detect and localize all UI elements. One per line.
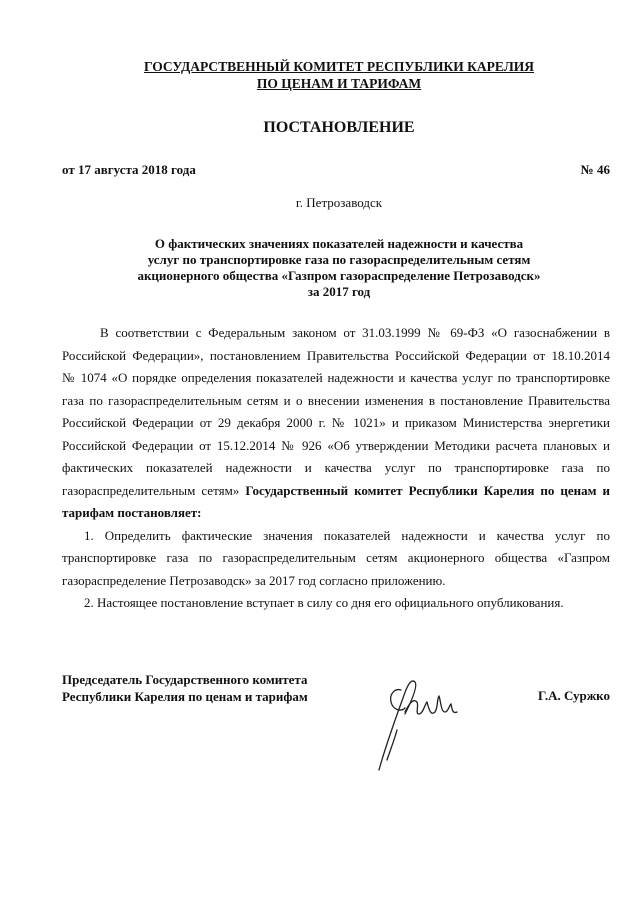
body-line: Российской Федерации от 29 декабря 2000 г. № 1021» и приказом Министерства энергетики [62,415,610,430]
signatory-name: Г.А. Суржко [538,688,610,703]
item-1-line: транспортировке газа по газораспределительным сетям акционерного общества «Газпром [62,550,610,565]
body-line: газа по газораспределительным сетям и о внесении изменения в постановление Правительства [62,392,610,408]
document-number: № 46 [580,162,610,177]
body-line: Российской Федерации от 15.12.2014 № 926 «Об утверждении Методики расчета плановых и [62,437,610,453]
document-type: ПОСТАНОВЛЕНИЕ [263,119,415,136]
body-bold-text: Государственный комитет Республики Карелия по ценам и [245,482,610,498]
subject-line: акционерного общества «Газпром газораспределение Петрозаводск» [137,268,541,283]
document-body [62,322,610,615]
subject-line: О фактических значениях показателей надежности и качества [154,236,524,251]
subject-line: за 2017 год [307,284,371,299]
document-date: от 17 августа 2018 года [62,162,196,177]
body-line: В соответствии с Федеральным законом от 31.03.1999 № 69-ФЗ «О газоснабжении в [100,325,610,340]
body-line-mixed [62,480,610,503]
signatory-position [62,671,308,705]
organization-header [0,58,640,92]
date-number-line [62,162,610,178]
body-bold-text: тарифам постановляет: [62,505,202,520]
handwritten-signature [365,668,465,773]
document-subject [130,236,548,300]
item-1-line: 1. Определить фактические значения показателей надежности и качества услуг по [84,527,610,543]
body-line: Российской Федерации», постановлением Правительства Российской Федерации от 18.10.2014 [62,347,610,363]
item-2-line: 2. Настоящее постановление вступает в силу со дня его официального опубликования. [84,595,564,610]
position-line: Председатель Государственного комитета [62,672,308,687]
item-1-line: газораспределение Петрозаводск» за 2017 год согласно приложению. [62,572,446,588]
body-line [62,502,610,525]
body-line: фактических показателей надежности и качества услуг по транспортировке газа по [62,460,610,475]
body-line: № 1074 «О порядке определения показателей надежности и качества услуг по транспортировке [62,370,610,385]
body-text: газораспределительным сетям» [62,482,240,498]
city: г. Петрозаводск [295,195,383,210]
org-line-2: ПО ЦЕНАМ И ТАРИФАМ [256,76,422,91]
org-line-1: ГОСУДАРСТВЕННЫЙ КОМИТЕТ РЕСПУБЛИКИ КАРЕЛИЯ [143,59,535,74]
subject-line: услуг по транспортировке газа по газораспределительным сетям [147,252,531,267]
position-line: Республики Карелия по ценам и тарифам [62,689,308,704]
